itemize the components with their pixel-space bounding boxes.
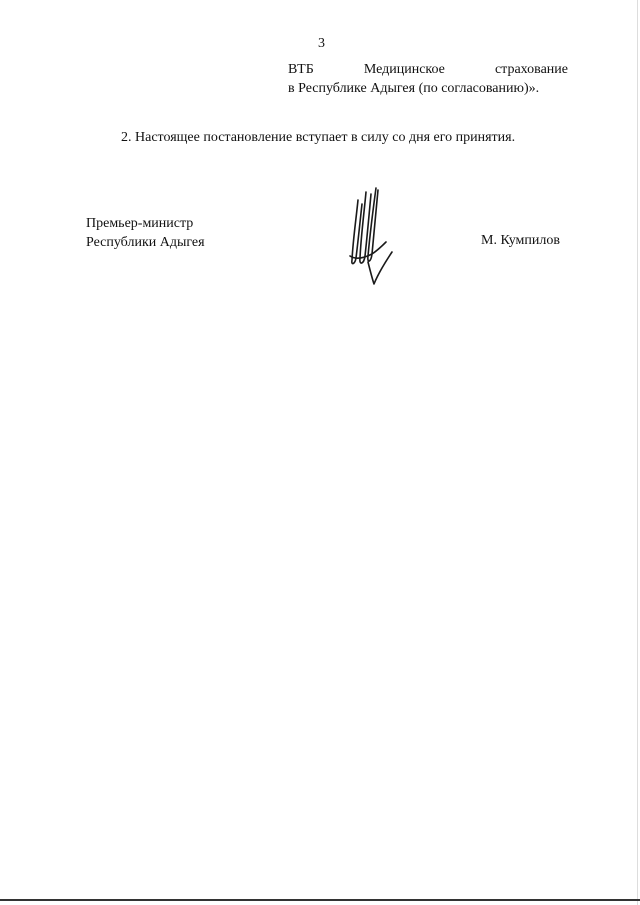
signer-position-line-2: Республики Адыгея	[86, 235, 205, 250]
list-item-word-2: Медицинское	[363, 62, 445, 77]
scan-edge-divider	[637, 0, 638, 905]
list-item-line-2: в Республике Адыгея (по согласованию)».	[288, 81, 540, 96]
list-item-word-3: страхование	[494, 62, 568, 77]
signer-position	[86, 214, 205, 252]
handwritten-signature-icon	[338, 180, 400, 286]
list-item-line-1	[288, 60, 568, 79]
signer-position-line-1: Премьер-министр	[86, 216, 194, 231]
list-item-continuation	[288, 60, 568, 98]
signer-name: М. Кумпилов	[481, 233, 560, 248]
page-number: 3	[318, 36, 325, 51]
clause-2-paragraph: 2. Настоящее постановление вступает в силу со дня его принятия.	[121, 130, 516, 145]
list-item-word-1: ВТБ	[288, 62, 314, 77]
scan-bottom-rule	[0, 899, 640, 901]
